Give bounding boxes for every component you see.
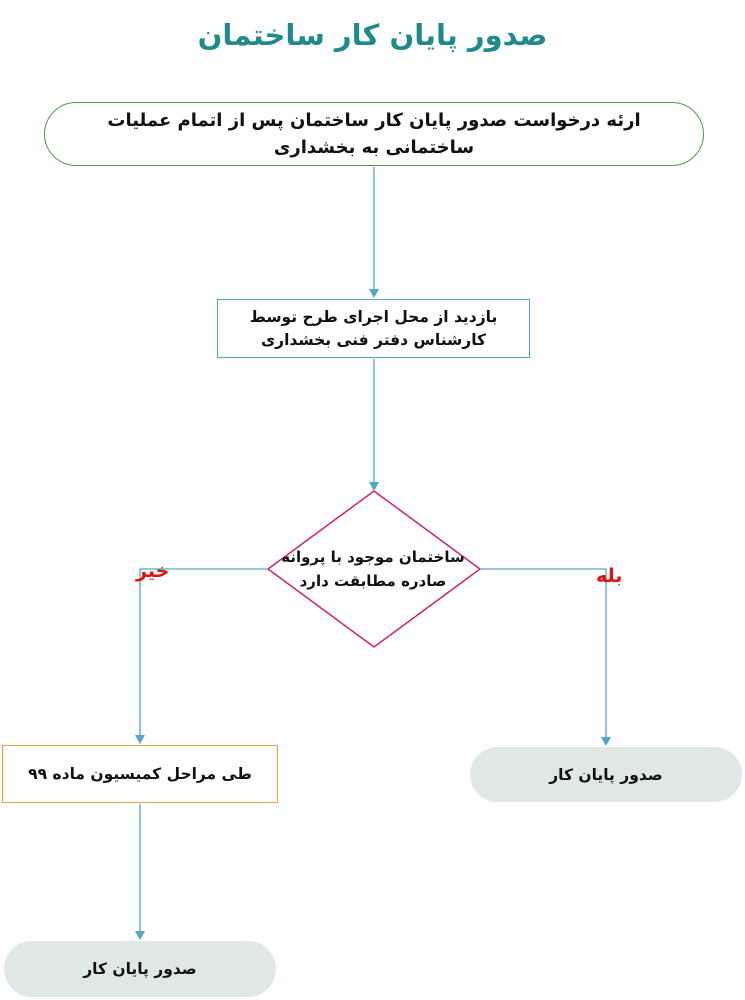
arrowhead-issue-yes <box>601 737 611 746</box>
arrowhead-issue-no <box>135 931 145 940</box>
no-branch-label: خیر <box>136 560 170 582</box>
issue-completion-yes: صدور پایان کار <box>470 747 742 802</box>
yes-branch-label: بله <box>596 565 623 587</box>
commission-step: طی مراحل کمیسیون ماده ۹۹ <box>2 745 278 803</box>
issue-completion-no: صدور پایان کار <box>4 941 276 997</box>
connector-no-branch <box>140 569 268 737</box>
arrowhead-decision <box>369 482 379 491</box>
decision-label: ساختمان موجود با پروانه صادره مطابقت دارد <box>281 548 465 590</box>
page-title: صدور پایان کار ساختمان <box>197 18 548 52</box>
inspection-step: بازدید از محل اجرای طرح توسط کارشناس دفتر فنی بخشداری <box>217 299 530 358</box>
connector-yes-branch <box>480 569 606 739</box>
arrowhead-inspection <box>369 289 379 298</box>
start-node: ارئه درخواست صدور پایان کار ساختمان پس از اتمام عملیات ساختمانی به بخشداری <box>44 102 704 166</box>
arrowhead-commission <box>135 735 145 744</box>
